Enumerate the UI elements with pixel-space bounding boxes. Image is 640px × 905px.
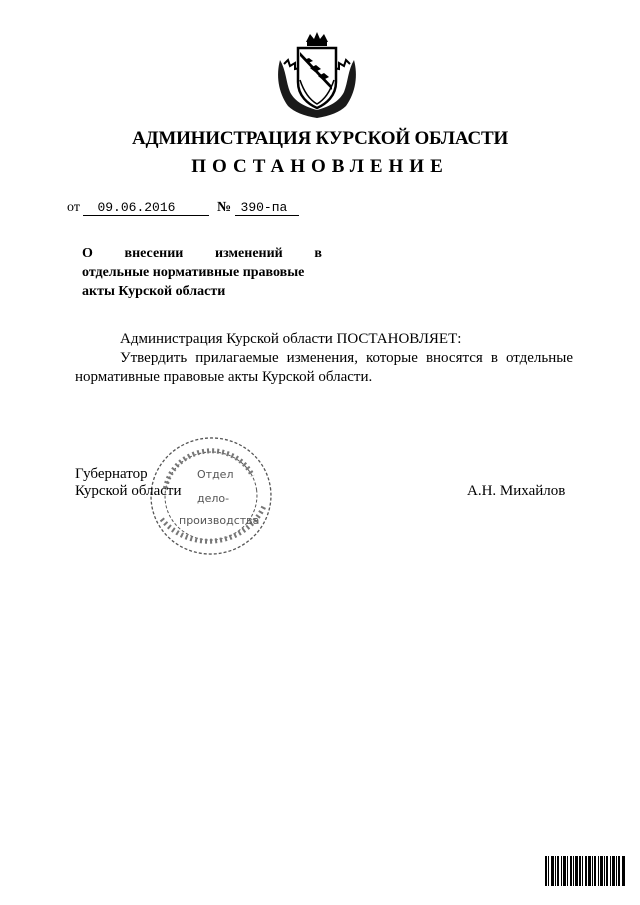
subject-line-3: акты Курской области (82, 284, 226, 299)
subject-word: внесении (124, 246, 184, 261)
seal-text-3: производства (179, 514, 260, 527)
barcode-icon (545, 856, 625, 886)
signatory-name: А.Н. Михайлов (467, 483, 566, 499)
seal-text-1: Отдел (197, 468, 234, 481)
organization-title: АДМИНИСТРАЦИЯ КУРСКОЙ ОБЛАСТИ (131, 128, 509, 149)
subject-word: изменений (215, 246, 283, 261)
position-line-1: Губернатор (75, 466, 148, 482)
kursk-coat-of-arms-icon (274, 30, 360, 120)
document-number: 390-па (235, 200, 299, 216)
document-date: 09.06.2016 (83, 200, 209, 216)
document-subject (82, 244, 322, 301)
number-prefix: № (216, 200, 232, 215)
date-number-line (67, 200, 299, 216)
subject-line-2: отдельные нормативные правовые (82, 265, 305, 280)
subject-word: О (82, 246, 93, 261)
document-body (75, 330, 573, 387)
document-type-title: ПОСТАНОВЛЕНИЕ (191, 156, 449, 177)
seal-text-2: дело- (197, 492, 230, 505)
subject-line-1 (82, 244, 322, 263)
date-prefix: от (67, 200, 80, 215)
subject-word: в (314, 246, 322, 261)
body-paragraph-1: Администрация Курской области ПОСТАНОВЛЯЕТ: (120, 331, 462, 347)
signatory-position (75, 466, 181, 500)
position-line-2: Курской области (75, 483, 182, 499)
body-paragraph-2: Утвердить прилагаемые изменения, которые вносятся в отдельные нормативные правовые акты Курской области. (75, 350, 573, 385)
